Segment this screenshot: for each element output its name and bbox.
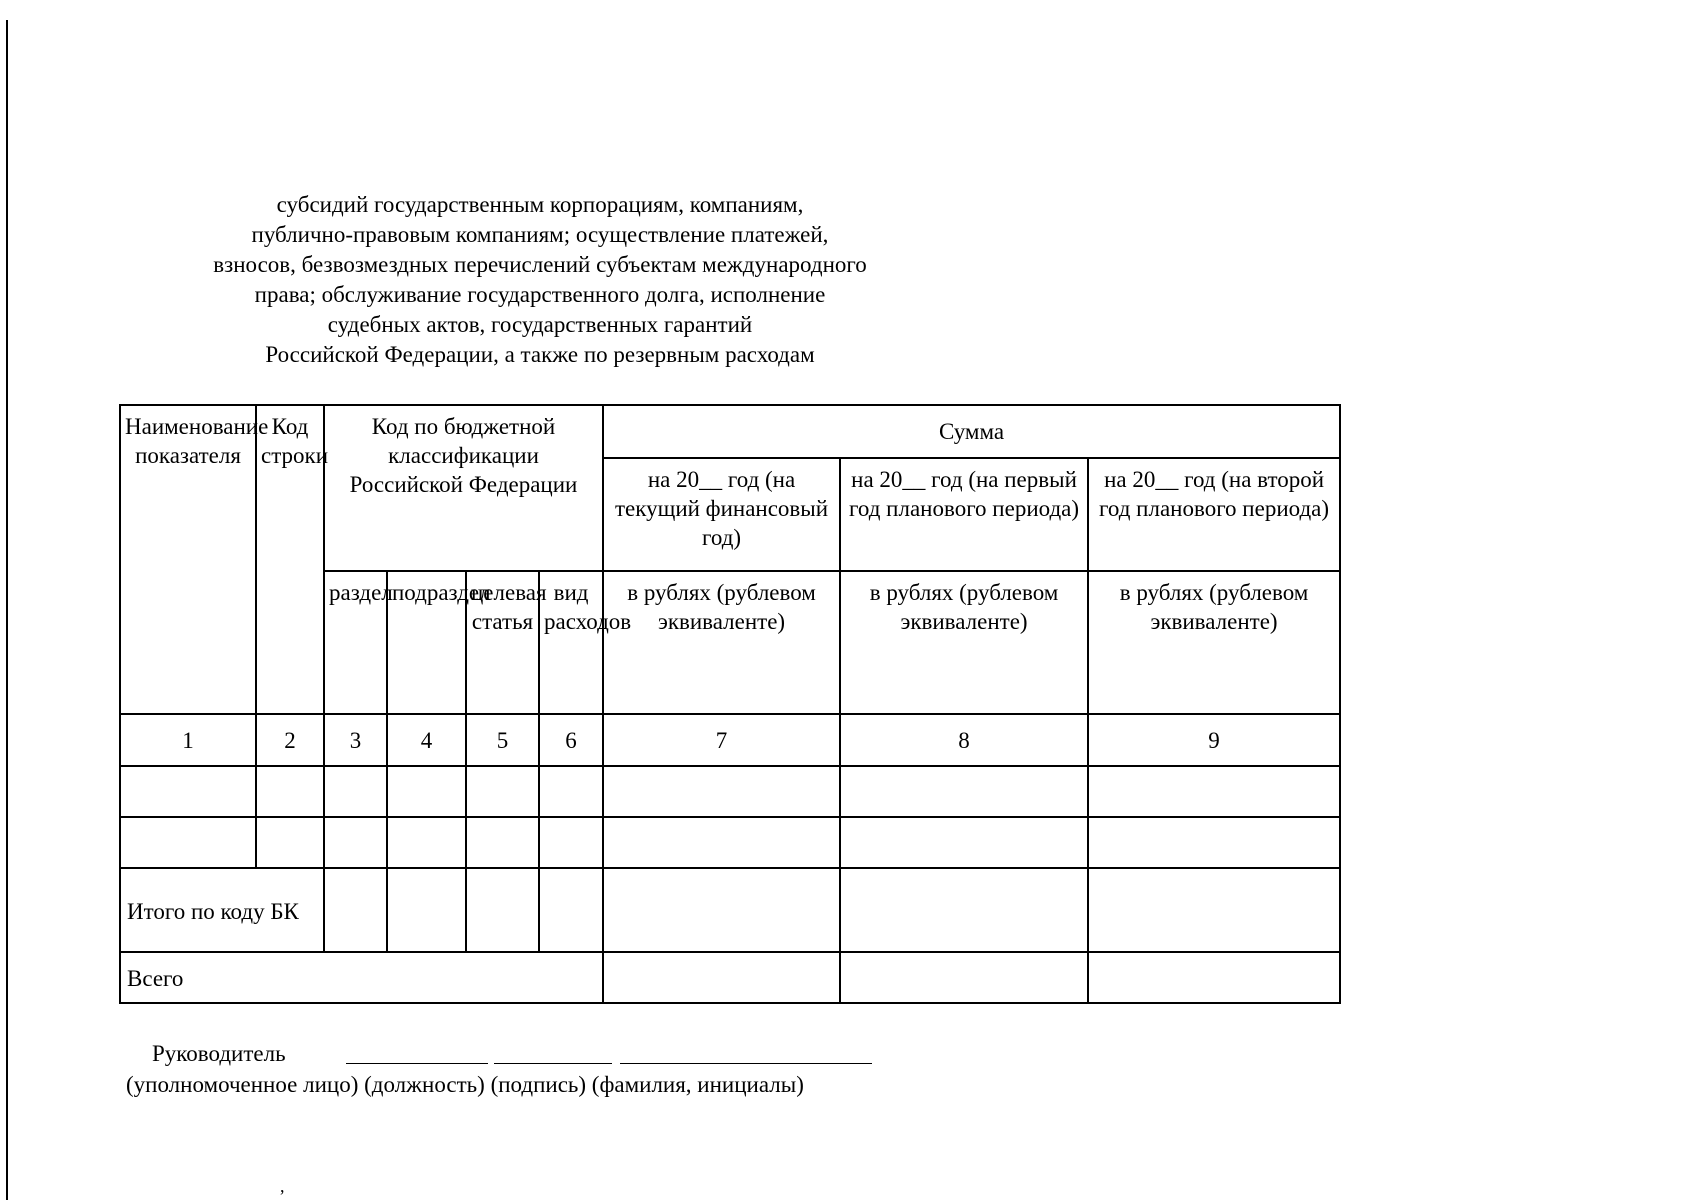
table-cell: [539, 817, 603, 868]
title-line: Российской Федерации, а также по резервным расходам: [265, 342, 815, 367]
table-cell: [324, 817, 387, 868]
title-line: судебных актов, государственных гарантий: [327, 312, 753, 337]
stray-mark: ,: [280, 1176, 285, 1196]
header-section: раздел: [324, 571, 387, 714]
header-expense-type: вид расходов: [539, 571, 603, 714]
table-cell: [1088, 952, 1340, 1003]
table-cell: [1088, 868, 1340, 952]
title-line: публично-правовым компаниям; осуществление платежей,: [251, 222, 829, 247]
table-cell: [120, 766, 256, 817]
column-number: 9: [1088, 714, 1340, 766]
table-cell: [387, 817, 466, 868]
column-number: 7: [603, 714, 840, 766]
table-cell: [840, 952, 1088, 1003]
table-cell: [840, 868, 1088, 952]
table-cell: [603, 868, 840, 952]
table-cell: [1088, 817, 1340, 868]
header-row-code: Код строки: [256, 405, 324, 714]
table-cell: [466, 817, 539, 868]
header-year-first: на 20__ год (на первый год планового периода): [840, 458, 1088, 571]
header-rub-first: в рублях (рублевом эквиваленте): [840, 571, 1088, 714]
title-line: субсидий государственным корпорациям, компаниям,: [276, 192, 804, 217]
table-cell: [324, 766, 387, 817]
column-number: 5: [466, 714, 539, 766]
signature-label: Руководитель: [152, 1041, 286, 1066]
table-cell: [840, 766, 1088, 817]
table-cell: [256, 766, 324, 817]
grand-total-row: [120, 952, 1340, 1003]
table-cell: [603, 817, 840, 868]
column-number: 4: [387, 714, 466, 766]
title-line: взносов, безвозмездных перечислений субъектам международного: [213, 252, 867, 277]
column-number: 6: [539, 714, 603, 766]
form-title: [150, 190, 930, 370]
header-target-article: целевая статья: [466, 571, 539, 714]
table-cell: [466, 766, 539, 817]
column-number: 8: [840, 714, 1088, 766]
header-subsection: подраздел: [387, 571, 466, 714]
header-year-current: на 20__ год (на текущий финансовый год): [603, 458, 840, 571]
column-number: 3: [324, 714, 387, 766]
table-cell: [324, 868, 387, 952]
header-rub-current: в рублях (рублевом эквиваленте): [603, 571, 840, 714]
table-cell: [466, 868, 539, 952]
table-cell: [256, 817, 324, 868]
table-cell: [387, 766, 466, 817]
header-sum: Сумма: [603, 405, 1340, 458]
table-cell: [603, 952, 840, 1003]
table-row: [120, 817, 1340, 868]
header-indicator-name: Наименование показателя: [120, 405, 256, 714]
header-budget-classification: Код по бюджетной классификации Российской Федерации: [324, 405, 603, 571]
table-cell: [387, 868, 466, 952]
grand-total-label: Всего: [120, 952, 603, 1003]
position-line: [346, 1063, 488, 1064]
header-year-second: на 20__ год (на второй год планового периода): [1088, 458, 1340, 571]
table-cell: [539, 868, 603, 952]
column-number: 1: [120, 714, 256, 766]
total-by-code-row: [120, 868, 1340, 952]
signature-line: [494, 1063, 612, 1064]
column-number: 2: [256, 714, 324, 766]
total-by-code-label: Итого по коду БК: [120, 868, 324, 952]
table-cell: [1088, 766, 1340, 817]
table-cell: [603, 766, 840, 817]
header-rub-second: в рублях (рублевом эквиваленте): [1088, 571, 1340, 714]
signature-caption: (уполномоченное лицо) (должность) (подпись) (фамилия, инициалы): [126, 1072, 804, 1097]
table-row: [120, 766, 1340, 817]
left-margin-rule: [6, 20, 8, 1200]
budget-form-table: [119, 404, 1341, 1004]
table-cell: [840, 817, 1088, 868]
fullname-line: [620, 1063, 872, 1064]
table-cell: [539, 766, 603, 817]
table-cell: [120, 817, 256, 868]
title-line: права; обслуживание государственного долга, исполнение: [254, 282, 826, 307]
